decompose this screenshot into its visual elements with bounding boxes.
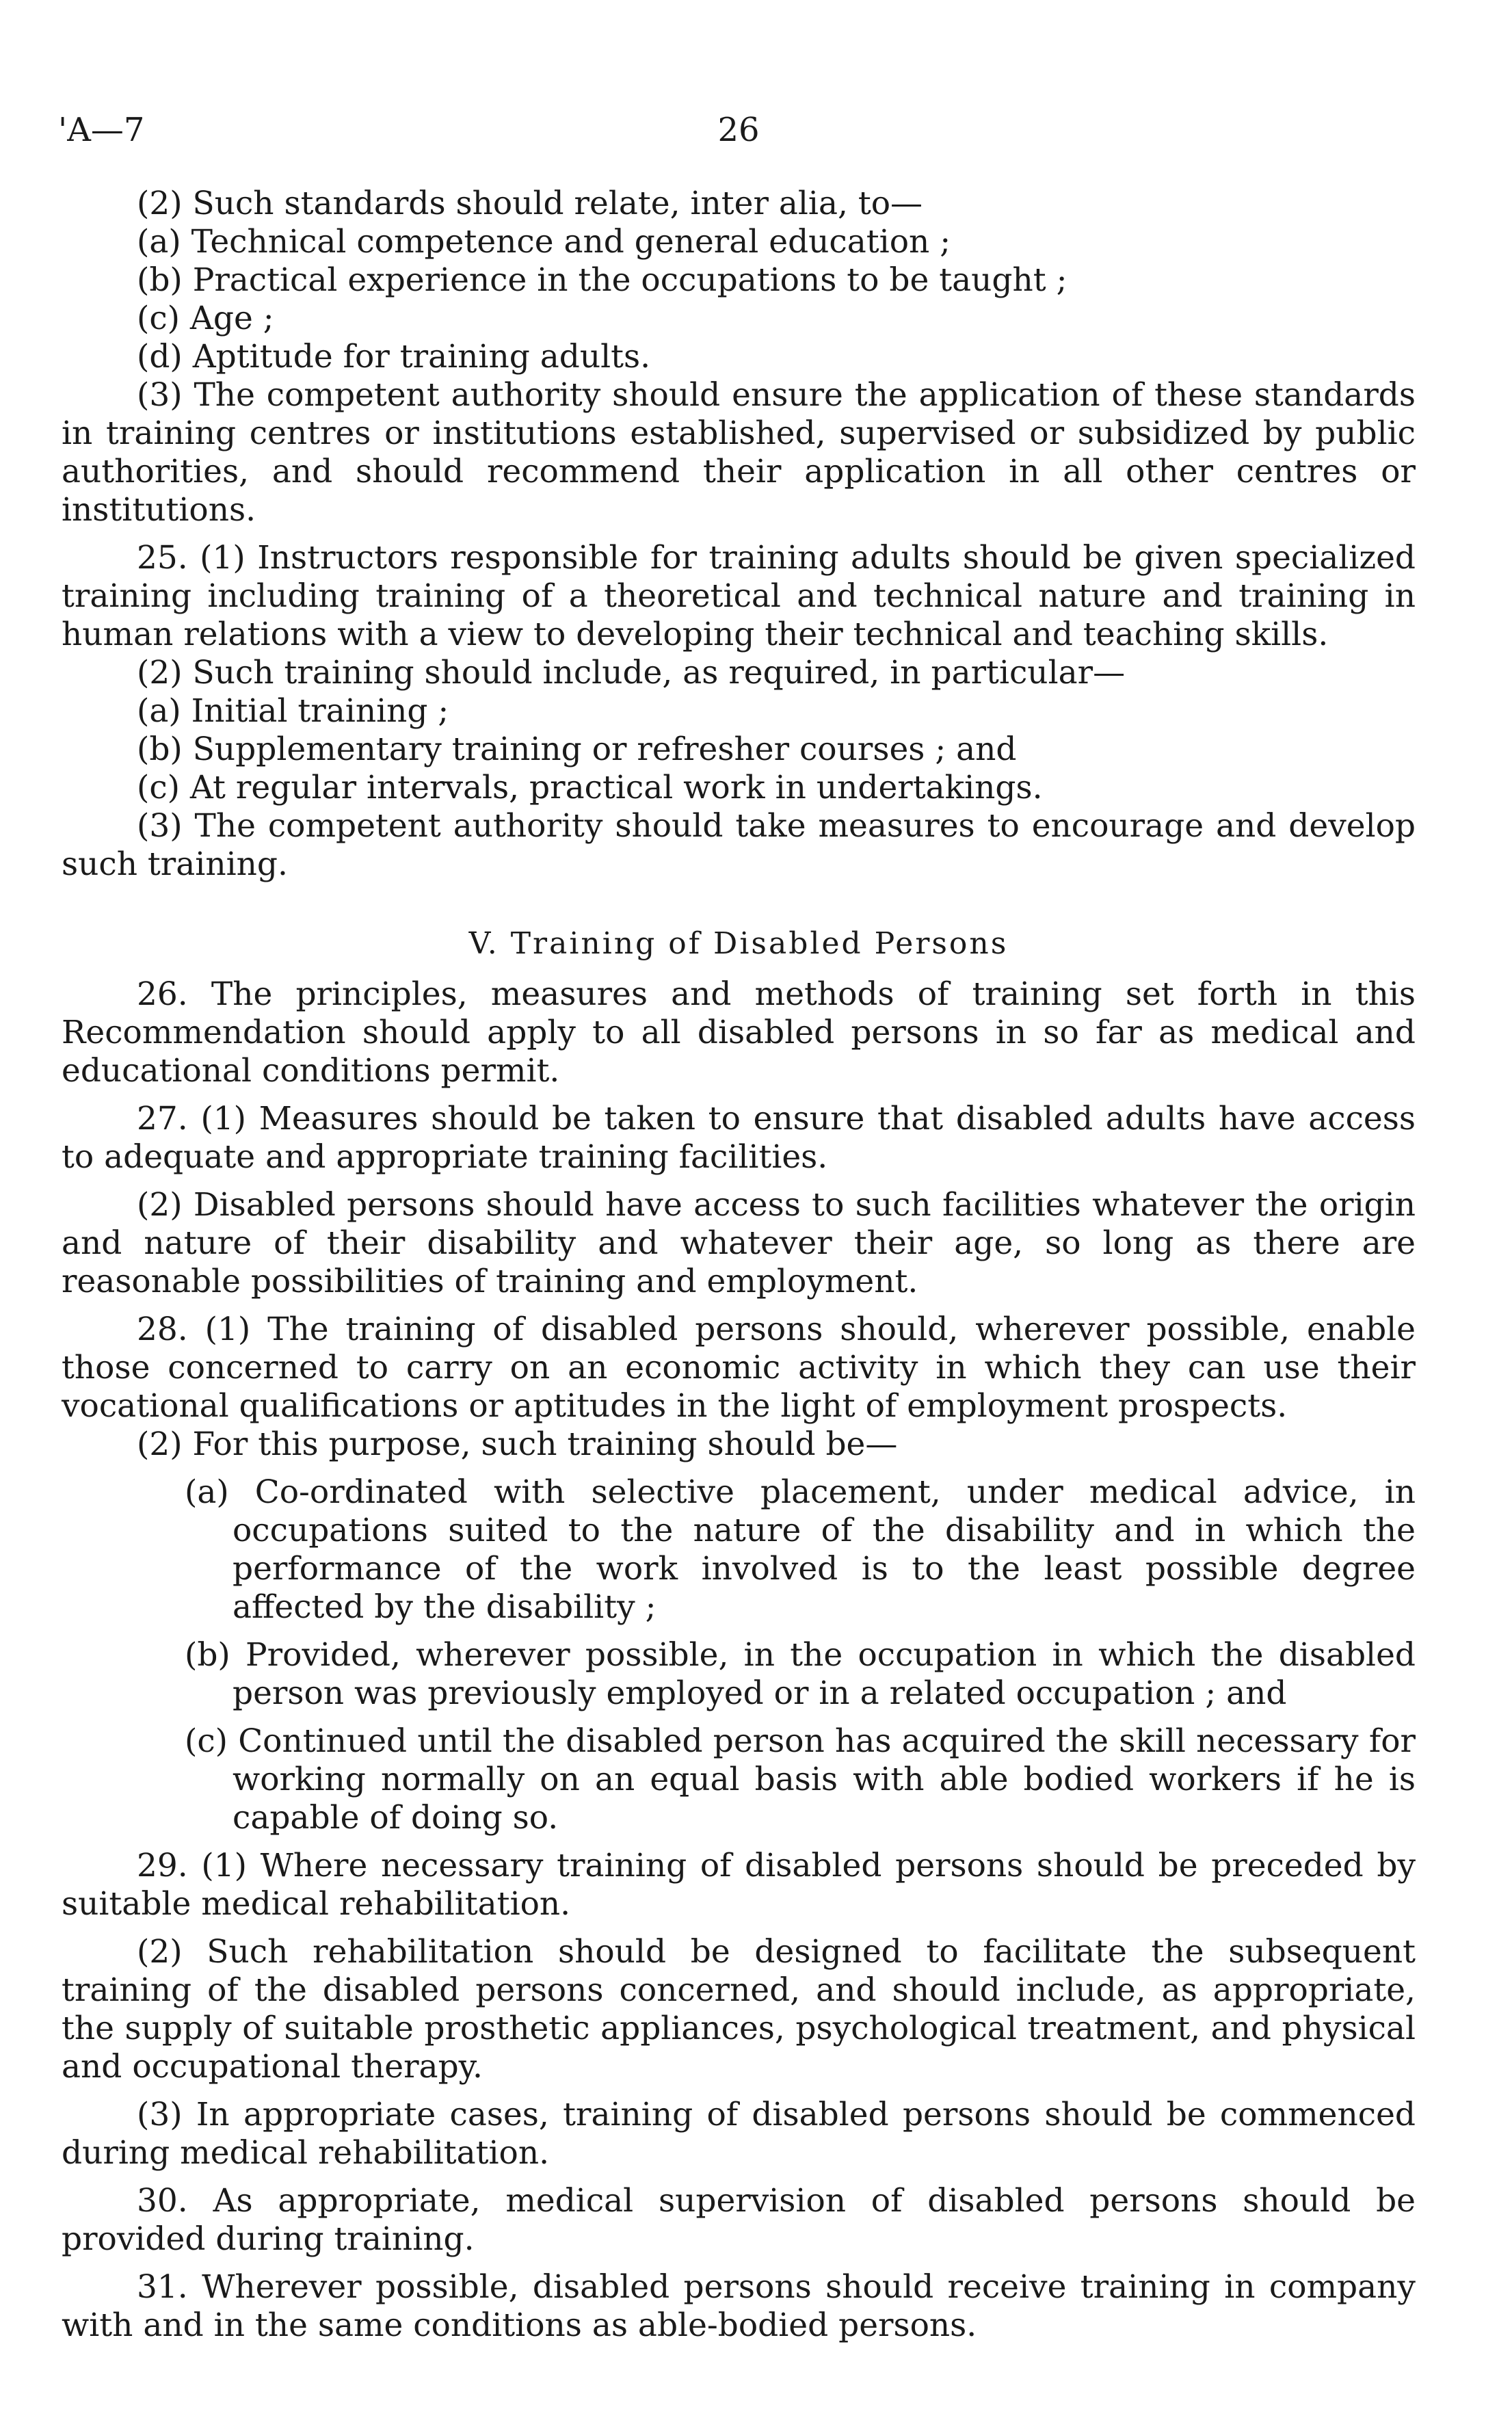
list-item: (c) At regular intervals, practical work in undertakings. [137,769,1043,806]
page-number: 26 [717,111,760,149]
paragraph: 30. As appropriate, medical supervision of disabled persons should be provided during training. [62,2182,1416,2258]
list-item: (c) Continued until the disabled person has acquired the skill necessary for working normally on an equal basis with able bodied workers if he is capable of doing so. [185,1722,1416,1837]
list-item: (c) Age ; [137,300,274,337]
list-item: (a) Initial training ; [137,692,449,730]
list-item: (b) Practical experience in the occupations to be taught ; [137,261,1067,299]
document-reference: 'A—7 [58,111,145,149]
section-heading: V. Training of Disabled Persons [468,926,1009,961]
paragraph: 25. (1) Instructors responsible for training adults should be given specialized training including training of a theoretical and technical nature and training in human relations with a view to developing their technical and teaching skills. [62,539,1416,653]
paragraph: (2) Disabled persons should have access to such facilities whatever the origin and nature of their disability and whatever their age, so long as there are reasonable possibilities of training and employment. [62,1186,1416,1300]
paragraph: (2) For this purpose, such training should be— [137,1425,898,1463]
paragraph: 28. (1) The training of disabled persons should, wherever possible, enable those concerned to carry on an economic activity in which they can use their vocational qualifications or aptitudes in the light of employment prospects. [62,1311,1416,1425]
paragraph: 26. The principles, measures and methods of training set forth in this Recommendation should apply to all disabled persons in so far as medical and educational conditions permit. [62,975,1416,1090]
list-item: (b) Supplementary training or refresher courses ; and [137,731,1017,768]
paragraph: (3) The competent authority should take measures to encourage and develop such training. [62,807,1416,883]
paragraph: (3) The competent authority should ensure the application of these standards in training centres or institutions established, supervised or subsidized by public authorities, and should recommend their application in all other centres or institutions. [62,376,1416,529]
paragraph: (3) In appropriate cases, training of disabled persons should be commenced during medical rehabilitation. [62,2096,1416,2172]
paragraph: 31. Wherever possible, disabled persons should receive training in company with and in the same conditions as able-bodied persons. [62,2268,1416,2344]
list-item: (d) Aptitude for training adults. [137,338,651,376]
paragraph: (2) Such standards should relate, inter alia, to— [137,185,923,222]
body-text [62,185,1416,2345]
paragraph: 27. (1) Measures should be taken to ensure that disabled adults have access to adequate and appropriate training facilities. [62,1100,1416,1176]
paragraph: 29. (1) Where necessary training of disabled persons should be preceded by suitable medical rehabilitation. [62,1847,1416,1923]
list-item: (a) Co-ordinated with selective placement, under medical advice, in occupations suited to the nature of the disability and in which the performance of the work involved is to the least possible degree affected by the disability ; [185,1473,1416,1626]
list-item: (a) Technical competence and general education ; [137,223,951,261]
document-page [58,109,1416,2345]
paragraph: (2) Such rehabilitation should be designed to facilitate the subsequent training of the disabled persons concerned, and should include, as appropriate, the supply of suitable prosthetic appliances, psychological treatment, and physical and occupational therapy. [62,1933,1416,2086]
page-header [58,109,1416,164]
list-item: (b) Provided, wherever possible, in the occupation in which the disabled person was previously employed or in a related occupation ; and [185,1636,1416,1712]
paragraph: (2) Such training should include, as required, in particular— [137,654,1126,692]
